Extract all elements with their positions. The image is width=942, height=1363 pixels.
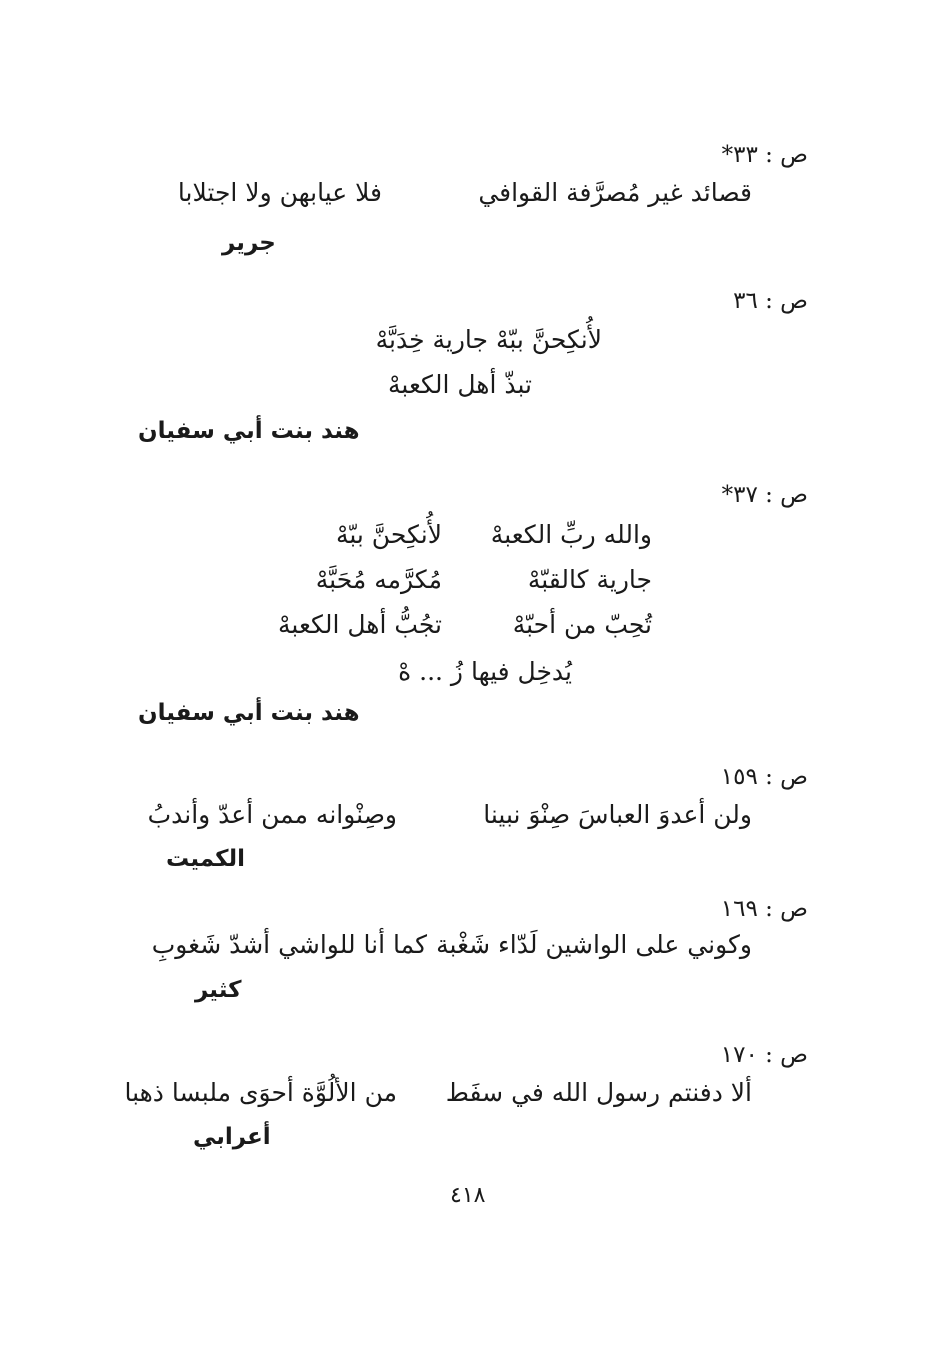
- verse-hemistich-right: والله ربِّ الكعبهْ: [490, 520, 652, 549]
- verse-hemistich-right: وكوني على الواشين لَدّاء شَغْبة: [436, 930, 752, 959]
- verse-line: تبذّ أهل الكعبهْ: [388, 370, 532, 399]
- verse-hemistich-left: فلا عيابهن ولا اجتلابا: [177, 178, 382, 207]
- poet-name: الكميت: [166, 846, 246, 872]
- verse-line: لأُنكِحنَّ ببّهْ جارية خِدَبَّهْ: [375, 325, 602, 354]
- poet-name: هند بنت أبي سفيان: [138, 418, 360, 444]
- verse-line: يُدخِل فيها زُ ... هْ: [398, 657, 572, 686]
- verse-hemistich-right: ألا دفنتم رسول الله في سفَط: [445, 1078, 752, 1107]
- page-reference: ص : ٣٦: [733, 288, 808, 314]
- verse-hemistich-left: تجُبُّ أهل الكعبهْ: [278, 610, 442, 639]
- poet-name: جرير: [222, 230, 276, 256]
- poet-name: أعرابي: [193, 1124, 271, 1150]
- verse-hemistich-right: جارية كالقبّهْ: [527, 565, 652, 594]
- page-reference: ص : ٣٧*: [721, 482, 808, 508]
- verse-hemistich-left: لأُنكِحنَّ ببّهْ: [335, 520, 442, 549]
- page-reference: ص : ١٥٩: [720, 764, 808, 790]
- verse-hemistich-left: كما أنا للواشي أشدّ شَغوبِ: [151, 930, 427, 959]
- poet-name: هند بنت أبي سفيان: [138, 700, 360, 726]
- verse-hemistich-left: مُكرَّمه مُحَبَّهْ: [315, 565, 442, 594]
- verse-hemistich-right: تُحِبّ من أحبّهْ: [512, 610, 652, 639]
- page-number: ٤١٨: [450, 1183, 486, 1208]
- page-reference: ص : ١٦٩: [720, 896, 808, 922]
- poet-name: كثير: [195, 977, 242, 1003]
- verse-hemistich-left: من الألُوَّة أحوَى ملبسا ذهبا: [124, 1078, 397, 1107]
- verse-hemistich-right: ولن أعدوَ العباسَ صِنْوَ نبينا: [483, 800, 752, 829]
- page-reference: ص : ١٧٠: [720, 1042, 808, 1068]
- verse-hemistich-left: وصِنْوانه ممن أعدّ وأندبُ: [147, 800, 397, 829]
- verse-hemistich-right: قصائد غير مُصرَّفة القوافي: [478, 178, 752, 207]
- page-reference: ص : ٣٣*: [721, 142, 808, 168]
